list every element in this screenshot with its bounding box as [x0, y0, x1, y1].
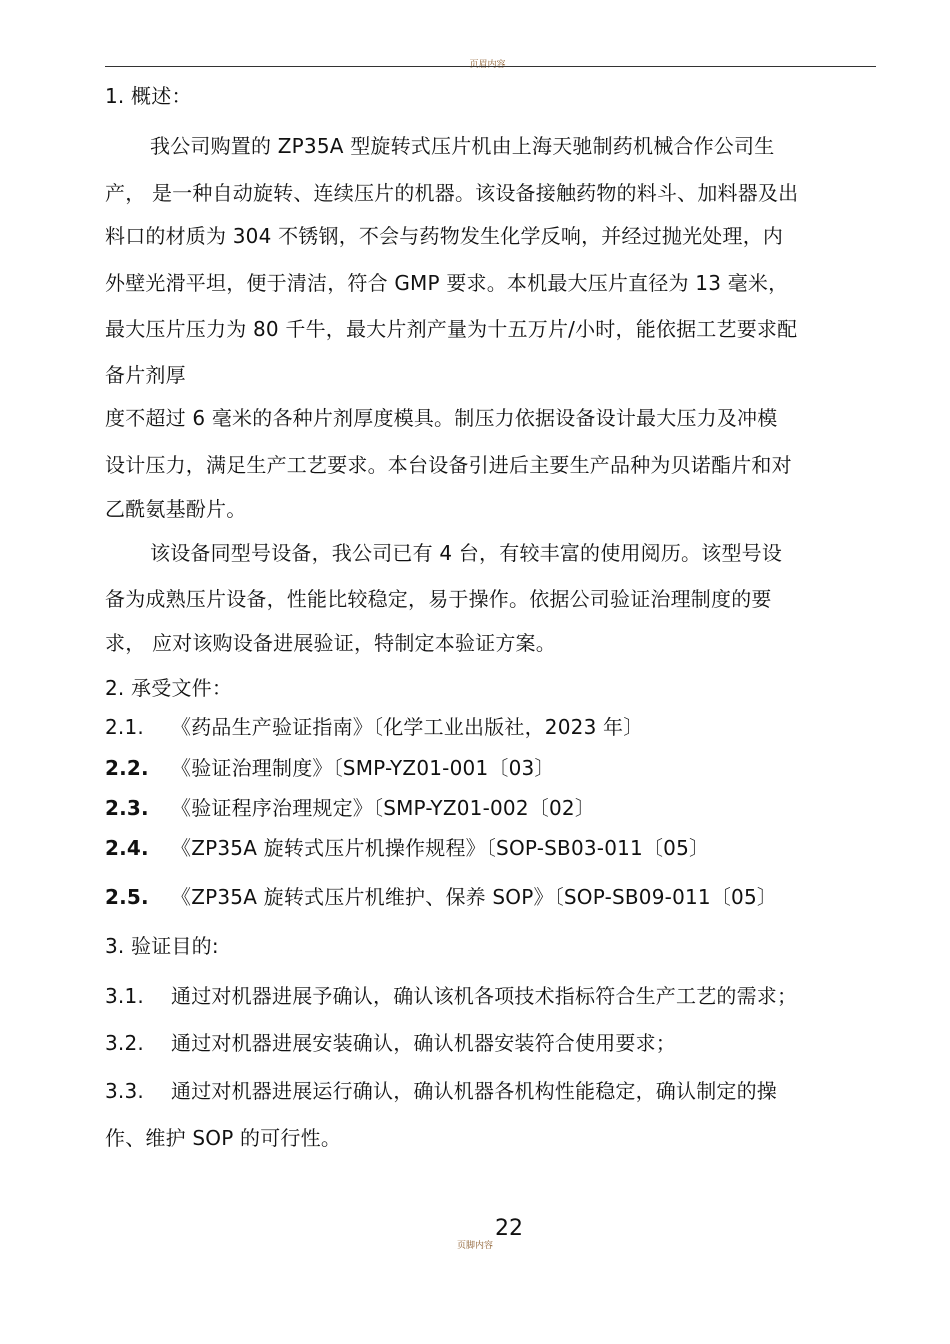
purpose-number: 3.3. — [105, 1079, 144, 1103]
purpose-number: 3.2. — [105, 1031, 144, 1055]
reference-text: 《ZP35A 旋转式压片机操作规程》〔SOP-SB03-011〔05〕 — [171, 836, 710, 860]
paragraph-line: 料口的材质为 304 不锈钢，不会与药物发生化学反响，并经过抛光处理，内 — [105, 224, 784, 248]
reference-item — [105, 835, 709, 861]
header-divider — [105, 66, 876, 67]
paragraph-line: 最大压片压力为 80 千牛，最大片剂产量为十五万片/小时，能依据工艺要求配 — [105, 317, 798, 341]
paragraph-line: 备为成熟压片设备，性能比较稳定，易于操作。依据公司验证治理制度的要 — [105, 587, 772, 611]
purpose-item — [105, 1030, 676, 1056]
paragraph-line: 求， 应对该购设备进展验证，特制定本验证方案。 — [105, 631, 556, 655]
purpose-text: 通过对机器进展予确认，确认该机各项技术指标符合生产工艺的需求； — [171, 984, 798, 1008]
section-1-heading: 1. 概述： — [105, 84, 192, 108]
page-header-text: 页眉内容 — [469, 60, 506, 70]
reference-text: 《验证治理制度》〔SMP-YZ01-001〔03〕 — [171, 756, 555, 780]
reference-number: 2.4. — [105, 836, 149, 860]
section-3-heading: 3. 验证目的: — [105, 934, 219, 958]
reference-number: 2.5. — [105, 885, 149, 909]
paragraph-line: 我公司购置的 ZP35A 型旋转式压片机由上海天驰制药机械合作公司生 — [150, 134, 775, 158]
reference-item — [105, 795, 595, 821]
reference-text: 《验证程序治理规定》〔SMP-YZ01-002〔02〕 — [171, 796, 596, 820]
purpose-item — [105, 983, 797, 1009]
purpose-text: 通过对机器进展运行确认，确认机器各机构性能稳定，确认制定的操 — [171, 1079, 777, 1103]
paragraph-line: 度不超过 6 毫米的各种片剂厚度模具。制压力依据设备设计最大压力及冲模 — [105, 406, 778, 430]
purpose-text: 通过对机器进展安装确认，确认机器安装符合使用要求； — [171, 1031, 676, 1055]
purpose-number: 3.1. — [105, 984, 144, 1008]
reference-number: 2.3. — [105, 796, 149, 820]
paragraph-line: 作、维护 SOP 的可行性。 — [105, 1126, 342, 1150]
paragraph-line: 设计压力，满足生产工艺要求。本台设备引进后主要生产品种为贝诺酯片和对 — [105, 453, 792, 477]
purpose-item — [105, 1078, 777, 1104]
reference-text: 《药品生产验证指南》〔化学工业出版社，2023 年〕 — [171, 715, 644, 739]
paragraph-line: 外壁光滑平坦，便于清洁，符合 GMP 要求。本机最大压片直径为 13 毫米， — [105, 271, 789, 295]
reference-text: 《ZP35A 旋转式压片机维护、保养 SOP》〔SOP-SB09-011〔05〕 — [171, 885, 778, 909]
section-2-heading: 2. 承受文件： — [105, 676, 233, 700]
paragraph-line: 该设备同型号设备，我公司已有 4 台，有较丰富的使用阅历。该型号设 — [150, 541, 783, 565]
page-number: 22 — [495, 1216, 523, 1241]
reference-number: 2.2. — [105, 756, 149, 780]
paragraph-line: 备片剂厚 — [105, 363, 186, 387]
paragraph-line: 乙酰氨基酚片。 — [105, 497, 247, 521]
reference-item — [105, 714, 643, 740]
reference-item — [105, 884, 777, 910]
reference-number: 2.1. — [105, 715, 144, 739]
paragraph-line: 产， 是一种自动旋转、连续压片的机器。该设备接触药物的料斗、加料器及出 — [105, 181, 799, 205]
page-footer-text: 页脚内容 — [456, 1241, 493, 1251]
reference-item — [105, 755, 555, 781]
